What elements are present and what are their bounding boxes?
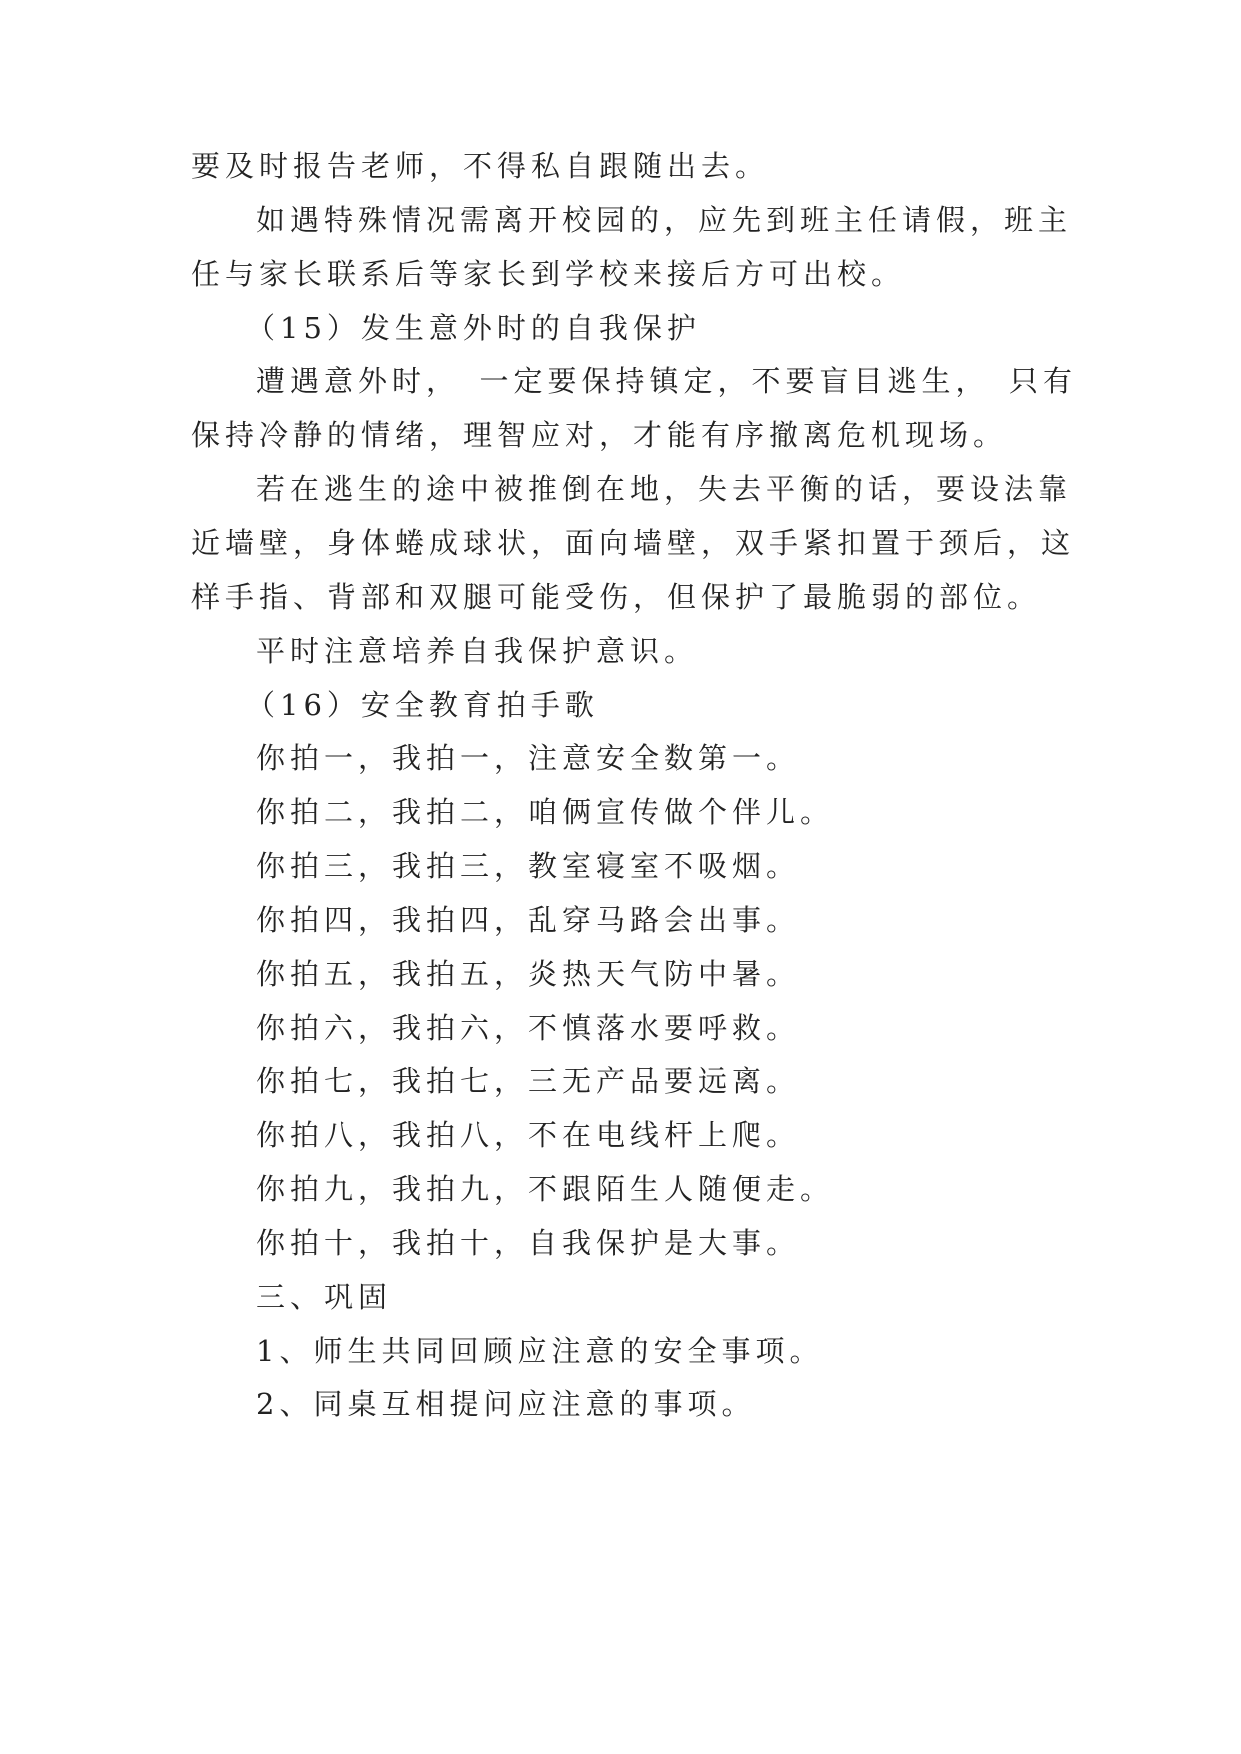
section-heading: （15）发生意外时的自我保护 [246,311,701,345]
text-line: 若在逃生的途中被推倒在地，失去平衡的话，要设法靠 [256,472,1073,506]
text-line: 如遇特殊情况需离开校园的，应先到班主任请假，班主 [256,203,1073,237]
section-heading: （16）安全教育拍手歌 [246,688,599,722]
song-line: 你拍一，我拍一，注意安全数第一。 [256,741,801,775]
song-line: 你拍三，我拍三，教室寝室不吸烟。 [256,849,801,883]
text-line: 近墙壁，身体蜷成球状，面向墙壁，双手紧扣置于颈后，这 [191,526,1076,560]
text-line: 要及时报告老师，不得私自跟随出去。 [191,149,770,183]
song-line: 你拍八，我拍八，不在电线杆上爬。 [256,1118,801,1152]
section-heading: 三、巩固 [256,1280,393,1314]
text-line: 遭遇意外时， 一定要保持镇定，不要盲目逃生， 只有 [256,364,1078,398]
song-line: 你拍五，我拍五，炎热天气防中暑。 [256,957,801,991]
song-line: 你拍九，我拍九，不跟陌生人随便走。 [256,1172,835,1206]
text-line: 保持冷静的情绪，理智应对，才能有序撤离危机现场。 [191,418,1008,452]
song-line: 你拍六，我拍六，不慎落水要呼救。 [256,1011,801,1045]
list-item: 2、同桌互相提问应注意的事项。 [256,1387,756,1421]
list-item: 1、师生共同回顾应注意的安全事项。 [256,1334,824,1368]
song-line: 你拍七，我拍七，三无产品要远离。 [256,1064,801,1098]
text-line: 任与家长联系后等家长到学校来接后方可出校。 [191,257,906,291]
song-line: 你拍二，我拍二，咱俩宣传做个伴儿。 [256,795,835,829]
song-line: 你拍四，我拍四，乱穿马路会出事。 [256,903,801,937]
song-line: 你拍十，我拍十，自我保护是大事。 [256,1226,801,1260]
text-line: 平时注意培养自我保护意识。 [256,634,699,668]
text-line: 样手指、背部和双腿可能受伤，但保护了最脆弱的部位。 [191,580,1042,614]
